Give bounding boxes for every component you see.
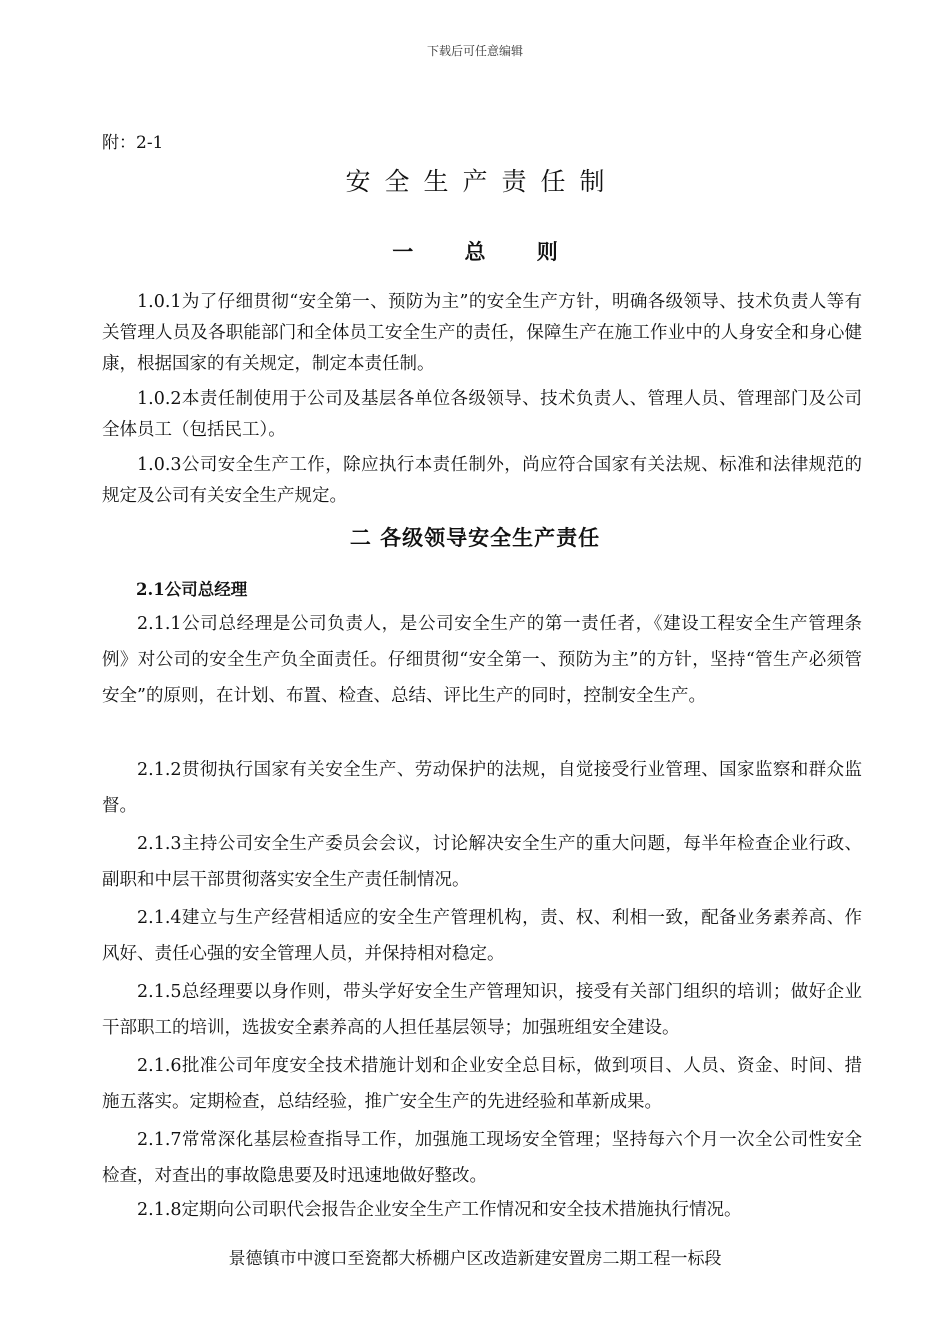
paragraph-2-1-2: 2.1.2贯彻执行国家有关安全生产、劳动保护的法规，自觉接受行业管理、国家监察和群众监督。: [102, 760, 862, 816]
paragraph-1-0-1: 1.0.1为了仔细贯彻“安全第一、预防为主”的安全生产方针，明确各级领导、技术负责人等有关管理人员及各职能部门和全体员工安全生产的责任，保障生产在施工作业中的人身安全和身心健康，根据国家的有关规定，制定本责任制。: [102, 292, 862, 374]
paragraph-2-1-1: 2.1.1公司总经理是公司负责人，是公司安全生产的第一责任者，《建设工程安全生产管理条例》对公司的安全生产负全面责任。仔细贯彻“安全第一、预防为主”的方针，坚持“管生产必须管安全”的原则，在计划、布置、检查、总结、评比生产的同时，控制安全生产。: [102, 614, 862, 706]
page-header-note: 下载后可任意编辑: [426, 44, 523, 58]
paragraph-2-1-5: 2.1.5总经理要以身作则，带头学好安全生产管理知识，接受有关部门组织的培训；做好企业干部职工的培训，选拔安全素养高的人担任基层领导；加强班组安全建设。: [102, 982, 862, 1038]
subheading-general-manager: 2.1公司总经理: [136, 580, 248, 599]
paragraph-2-1-6: 2.1.6批准公司年度安全技术措施计划和企业安全总目标，做到项目、人员、资金、时间、措施五落实。定期检查，总结经验，推广安全生产的先进经验和革新成果。: [102, 1056, 862, 1112]
page-footer: 景德镇市中渡口至瓷都大桥棚户区改造新建安置房二期工程一标段: [228, 1249, 722, 1269]
paragraph-1-0-2: 1.0.2本责任制使用于公司及基层各单位各级领导、技术负责人、管理人员、管理部门及公司全体员工（包括民工）。: [102, 389, 862, 440]
paragraph-2-1-8: 2.1.8定期向公司职代会报告企业安全生产工作情况和安全技术措施执行情况。: [137, 1200, 742, 1220]
document-title: 安全生产责任制: [345, 167, 619, 196]
paragraph-2-1-3: 2.1.3主持公司安全生产委员会会议，讨论解决安全生产的重大问题，每半年检查企业行政、副职和中层干部贯彻落实安全生产责任制情况。: [102, 834, 862, 890]
annex-label: 附：2-1: [102, 133, 164, 153]
section-heading-leadership: 二 各级领导安全生产责任: [349, 525, 601, 550]
paragraph-2-1-7: 2.1.7常常深化基层检查指导工作，加强施工现场安全管理；坚持每六个月一次全公司性安全检查，对查出的事故隐患要及时迅速地做好整改。: [102, 1130, 862, 1186]
section-heading-general: 一 总 则: [392, 239, 580, 264]
paragraph-2-1-4: 2.1.4建立与生产经营相适应的安全生产管理机构，责、权、利相一致，配备业务素养高、作风好、责任心强的安全管理人员，并保持相对稳定。: [102, 908, 862, 964]
paragraph-1-0-3: 1.0.3公司安全生产工作，除应执行本责任制外，尚应符合国家有关法规、标准和法律规范的规定及公司有关安全生产规定。: [102, 455, 862, 506]
